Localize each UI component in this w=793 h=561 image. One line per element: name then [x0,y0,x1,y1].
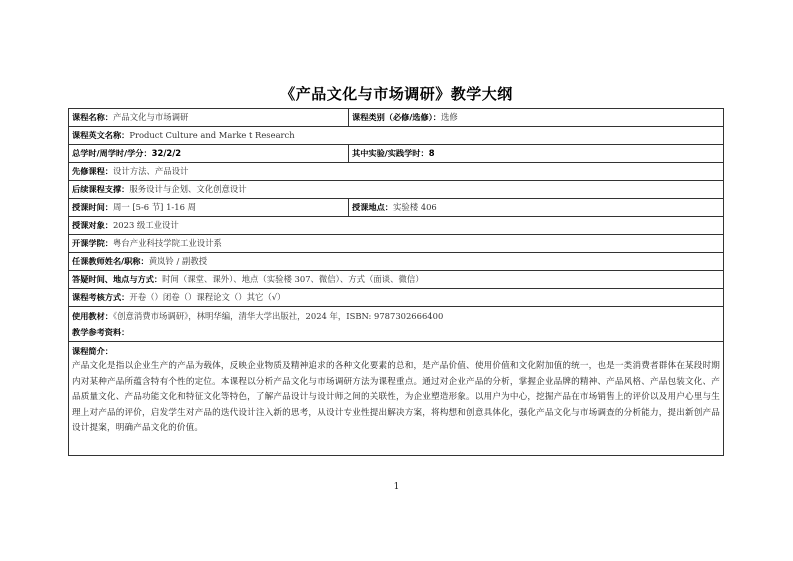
textbook-value: 《创意消费市场调研》，林明华编，清华大学出版社，2024 年，ISBN: 9787302666400 [112,311,444,321]
intro-text: 产品文化是指以企业生产的产品为载体，反映企业物质及精神追求的各种文化要素的总和，是产品价值、使用价值和文化附加值的统一，也是一类消费者群体在某段时期内对某种产品所蕴含特有个性的定位。本课程以分析产品文化与市场调研方法为课程重点。通过对企业产品的分析，掌握企业品牌的精神、产品风格、产品包装文化、产品质量文化、产品功能文化和特征文化等特色，了解产品设计与设计师之间的关联性，为企业塑造形象。以用户为中心，挖掘产品在市场销售上的评价以及用户心里与生理上对产品的评价，启发学生对产品的迭代设计注入新的思考，从设计专业性提出解决方案，将构想和创意具体化，强化产品文化与市场调查的分析能力，提出新创产品设计提案，明确产品文化的价值。 [72,361,720,434]
row-time-location [69,199,724,217]
audience-value: 2023 级工业设计 [112,220,179,230]
teacher-label: 任课教师姓名/职称： [72,256,149,266]
lab-hours-label: 其中实验/实践学时： [352,148,429,158]
row-english-name [69,127,724,145]
row-office-hours [69,271,724,289]
follow-up-label: 后续课程支撑： [72,184,130,194]
location-value: 实验楼 406 [392,202,437,212]
office-hours-label: 答疑时间、地点与方式： [72,274,163,284]
row-course-name [69,109,724,127]
hours-label: 总学时/周学时/学分： [72,148,152,158]
cell-follow-up [69,181,724,199]
row-hours [69,145,724,163]
row-audience [69,217,724,235]
location-label: 授课地点： [352,202,393,212]
cell-audience [69,217,724,235]
row-assessment [69,289,724,307]
cell-teacher [69,253,724,271]
textbook-label: 使用教材： [72,311,113,321]
textbook-line [72,308,723,324]
row-teacher [69,253,724,271]
cell-materials [69,307,724,342]
teacher-value: 黄岚铃 / 副教授 [148,256,208,266]
audience-label: 授课对象： [72,220,113,230]
row-follow-up [69,181,724,199]
time-value: 周一 [5-6 节] 1-16 周 [112,202,196,212]
cell-course-name [69,109,349,127]
assessment-value: 开卷（）闭卷（）课程论文（）其它（√） [129,292,286,302]
time-label: 授课时间： [72,202,113,212]
page-number: 1 [393,482,400,492]
course-name-value: 产品文化与市场调研 [112,112,189,122]
row-materials [69,307,724,342]
references-line [72,324,723,340]
office-hours-value: 时间（课堂、课外）、地点（实验楼 307、微信）、方式（面谈、微信） [162,274,424,284]
english-name-label: 课程英文名称： [72,130,130,140]
cell-location [349,199,724,217]
course-type-label: 课程类别（必修/选修）： [352,112,441,122]
cell-intro [69,342,724,456]
cell-hours [69,145,349,163]
course-name-label: 课程名称： [72,112,113,122]
cell-lab-hours [349,145,724,163]
references-label: 教学参考资料： [72,327,130,337]
college-value: 粤台产业科技学院工业设计系 [112,238,222,248]
document-title: 《产品文化与市场调研》教学大纲 [280,85,513,103]
row-intro [69,342,724,456]
intro-label: 课程简介： [72,346,113,356]
follow-up-value: 服务设计与企划、文化创意设计 [129,184,247,194]
row-college [69,235,724,253]
assessment-label: 课程考核方式： [72,292,130,302]
prerequisites-value: 设计方法、产品设计 [112,166,189,176]
hours-value: 32/2/2 [151,148,182,158]
course-type-value: 选修 [440,112,458,122]
cell-english-name [69,127,724,145]
syllabus-table [68,108,724,456]
cell-course-type [349,109,724,127]
cell-college [69,235,724,253]
row-prerequisites [69,163,724,181]
cell-time [69,199,349,217]
cell-prerequisites [69,163,724,181]
english-name-value: Product Culture and Marke t Research [129,130,295,140]
cell-office-hours [69,271,724,289]
college-label: 开课学院： [72,238,113,248]
lab-hours-value: 8 [428,148,435,158]
prerequisites-label: 先修课程： [72,166,113,176]
cell-assessment [69,289,724,307]
